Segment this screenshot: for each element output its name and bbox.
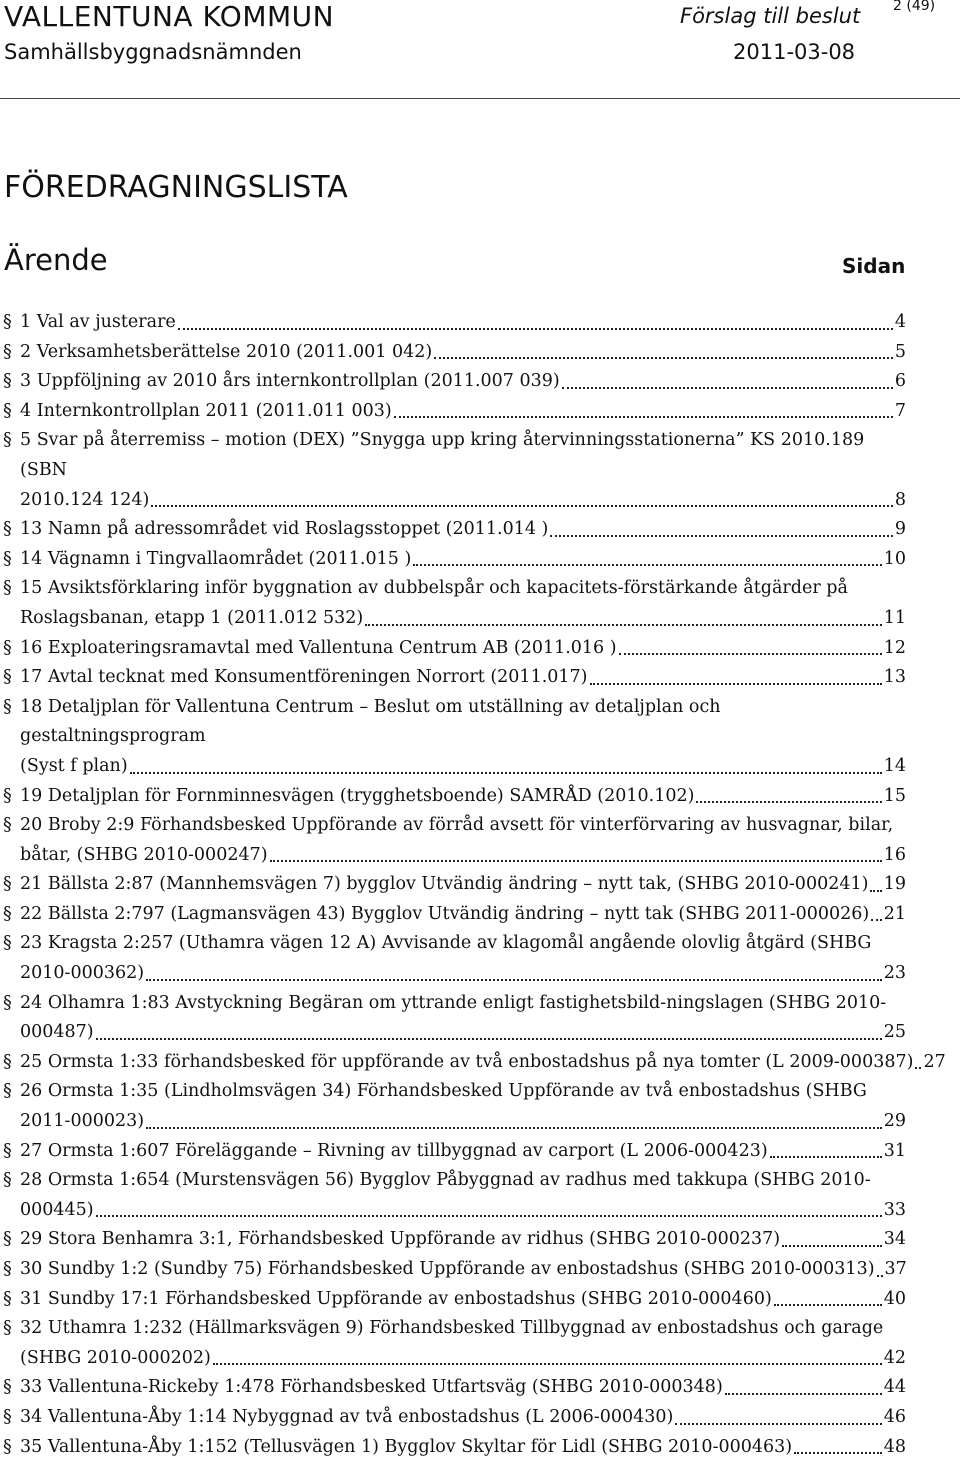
agenda-item-text: 4 Internkontrollplan 2011 (2011.011 003) [20,400,392,421]
agenda-item[interactable] [0,1077,906,1136]
agenda-item-text: 34 Vallentuna-Åby 1:14 Nybyggnad av två enbostadshus (L 2006-000430) [20,1406,674,1427]
section-mark-icon: § [3,667,12,688]
agenda-item-page: 5 [894,341,906,362]
agenda-item[interactable] [0,811,906,870]
agenda-item-text: (Syst f plan) [20,755,128,776]
agenda-item-text: 3 Uppföljning av 2010 års internkontrollplan (2011.007 039) [20,371,560,392]
dot-leader [871,900,881,922]
agenda-item[interactable] [0,1373,906,1403]
agenda-item-text: 000487) [20,1022,94,1043]
section-mark-icon: § [3,1140,12,1161]
section-mark-icon: § [3,1318,12,1339]
agenda-item-page: 23 [883,963,906,984]
dot-leader [590,663,882,685]
agenda-item-page: 6 [894,371,906,392]
agenda-item-page: 11 [883,607,906,628]
agenda-item-page: 34 [883,1229,906,1250]
dot-leader [151,486,893,508]
agenda-item-text: 20 Broby 2:9 Förhandsbesked Uppförande av förråd avsett för vinterförvaring av husvagnar, bilar, [20,815,894,836]
agenda-item-text: 30 Sundby 1:2 (Sundby 75) Förhandsbesked Uppförande av enbostadshus (SHBG 2010-000313) [20,1259,875,1279]
agenda-item-page: 15 [883,785,906,806]
agenda-item-text: 32 Uthamra 1:232 (Hällmarksvägen 9) Förhandsbesked Tillbyggnad av enbostadshus och garage [20,1318,884,1339]
agenda-item-text: 26 Ormsta 1:35 (Lindholmsvägen 34) Förhandsbesked Uppförande av två enbostadshus (SHBG [20,1081,867,1102]
agenda-item-text: 21 Bällsta 2:87 (Mannhemsvägen 7) bygglov Utvändig ändring – nytt tak, (SHBG 2010-000241) [20,874,869,895]
dot-leader [562,367,893,389]
agenda-item-text: (SHBG 2010-000202) [20,1347,211,1368]
agenda-item-text: 2010.124 124) [20,489,150,510]
section-mark-icon: § [3,903,12,924]
agenda-item-text: 33 Vallentuna-Rickeby 1:478 Förhandsbesked Utfartsväg (SHBG 2010-000348) [20,1377,723,1398]
agenda-item[interactable] [0,1255,906,1285]
dot-leader [96,1196,882,1218]
agenda-item-page: 48 [883,1436,906,1457]
section-mark-icon: § [3,1229,12,1250]
agenda-item-page: 10 [883,548,906,569]
agenda-item-text: 18 Detaljplan för Vallentuna Centrum – Beslut om utställning av detaljplan och gestaltningsprogram [20,696,727,747]
section-mark-icon: § [3,1051,12,1072]
agenda-item[interactable] [0,1285,906,1315]
dot-leader [365,604,881,626]
agenda-item[interactable] [0,426,906,515]
dot-leader [394,397,893,419]
agenda-item[interactable] [0,870,906,900]
agenda-item-page: 4 [894,312,906,332]
section-mark-icon: § [3,430,12,451]
agenda-item-text: 2 Verksamhetsberättelse 2010 (2011.001 042) [20,341,433,362]
agenda-item-text: 24 Olhamra 1:83 Avstyckning Begäran om yttrande enligt fastighetsbild-ningslagen (SHBG 2010- [20,992,887,1013]
section-mark-icon: § [3,371,12,392]
dot-leader [213,1344,882,1366]
agenda-item[interactable] [0,1048,946,1078]
agenda-item-page: 27 [923,1051,946,1072]
agenda-item-page: 9 [894,519,906,540]
document-title: FÖREDRAGNINGSLISTA [4,170,348,205]
section-mark-icon: § [3,1259,12,1279]
document-type: Förslag till beslut [680,4,861,28]
dot-leader [794,1433,882,1455]
page-header [0,0,960,99]
section-mark-icon: § [3,312,12,332]
department-name: Samhällsbyggnadsnämnden [4,40,302,64]
agenda-item-text: 22 Bällsta 2:797 (Lagmansvägen 43) Bygglov Utvändig ändring – nytt tak (SHBG 2011-000026) [20,903,870,924]
agenda-item-text: 16 Exploateringsramavtal med Vallentuna Centrum AB (2011.016 ) [20,637,617,658]
page-number: 2 (49) [893,0,936,14]
dot-leader [675,1403,881,1425]
agenda-item-page: 7 [894,400,906,421]
agenda-item[interactable] [0,1403,906,1433]
section-mark-icon: § [3,519,12,540]
section-mark-icon: § [3,400,12,421]
section-mark-icon: § [3,696,12,717]
agenda-item[interactable] [0,1314,906,1373]
section-mark-icon: § [3,874,12,895]
agenda-item-text: 35 Vallentuna-Åby 1:152 (Tellusvägen 1) Bygglov Skyltar för Lidl (SHBG 2010-000463) [20,1436,793,1457]
agenda-item[interactable] [0,989,906,1048]
section-mark-icon: § [3,785,12,806]
agenda-item-text: 000445) [20,1199,94,1220]
agenda-item[interactable] [0,929,906,988]
agenda-item-page: 40 [883,1288,906,1309]
agenda-item-page: 29 [883,1111,906,1132]
agenda-item-text: båtar, (SHBG 2010-000247) [20,844,268,865]
agenda-item-text: 14 Vägnamn i Tingvallaområdet (2011.015 ) [20,548,412,569]
agenda-item-text: 2011-000023) [20,1111,145,1132]
section-mark-icon: § [3,341,12,362]
agenda-item-text: 2010-000362) [20,963,145,984]
section-mark-icon: § [3,1081,12,1102]
agenda-item-text: 19 Detaljplan för Fornminnesvägen (trygghetsboende) SAMRÅD (2010.102) [20,785,695,806]
dot-leader [725,1373,882,1395]
dot-leader [96,1018,882,1040]
agenda-item[interactable] [0,515,906,545]
agenda-item-text: 28 Ormsta 1:654 (Murstensvägen 56) Bygglov Påbyggnad av radhus med takkupa (SHBG 2010- [20,1170,871,1191]
dot-leader [550,515,892,537]
agenda-item-page: 46 [883,1406,906,1427]
agenda-item-text: 23 Kragsta 2:257 (Uthamra vägen 12 A) Avvisande av klagomål angående olovlig åtgärd (SHBG [20,933,872,954]
agenda-item-page: 19 [883,874,906,895]
dot-leader [130,752,882,774]
section-mark-icon: § [3,815,12,836]
agenda-item-page: 21 [883,903,906,924]
agenda-item[interactable] [0,693,906,782]
agenda-item-text: 5 Svar på återremiss – motion (DEX) ”Snygga upp kring återvinningsstationerna” KS 2010.189 (SBN [20,430,870,480]
document-date: 2011-03-08 [733,40,856,64]
section-mark-icon: § [3,1436,12,1457]
dot-leader [178,308,893,330]
agenda-item-page: 12 [883,637,906,658]
dot-leader [413,545,881,567]
agenda-item-page: 44 [883,1377,906,1398]
section-mark-icon: § [3,637,12,658]
agenda-item-page: 25 [883,1022,906,1043]
agenda-item[interactable] [0,1166,906,1225]
agenda-item-page: 33 [883,1199,906,1220]
dot-leader [870,870,881,892]
dot-leader [696,782,881,804]
dot-leader [915,1048,921,1070]
dot-leader [782,1225,882,1247]
agenda-item-page: 37 [884,1259,907,1279]
section-mark-icon: § [3,1170,12,1191]
section-mark-icon: § [3,1406,12,1427]
dot-leader [146,959,882,981]
agenda-item-page: 8 [894,489,906,510]
agenda-item[interactable] [0,900,906,930]
agenda-item-page: 31 [883,1140,906,1161]
section-mark-icon: § [3,578,12,599]
agenda-list [0,308,946,1462]
column-heading-page: Sidan [842,254,906,278]
agenda-item-text: 27 Ormsta 1:607 Föreläggande – Rivning av tillbyggnad av carport (L 2006-000423) [20,1140,768,1161]
agenda-item[interactable] [0,1433,906,1462]
dot-leader [270,841,882,863]
agenda-item[interactable] [0,663,906,693]
section-mark-icon: § [3,548,12,569]
agenda-item[interactable] [0,1225,906,1255]
dot-leader [434,338,893,360]
organization-name: VALLENTUNA KOMMUN [4,0,335,33]
agenda-item[interactable] [0,367,906,397]
agenda-item-page: 13 [883,667,906,688]
agenda-item-text: Roslagsbanan, etapp 1 (2011.012 532) [20,607,364,628]
agenda-item-page: 16 [883,844,906,865]
agenda-item-text: 29 Stora Benhamra 3:1, Förhandsbesked Uppförande av ridhus (SHBG 2010-000237) [20,1229,781,1250]
agenda-item-text: 31 Sundby 17:1 Förhandsbesked Uppförande av enbostadshus (SHBG 2010-000460) [20,1288,772,1309]
agenda-item-text: 25 Ormsta 1:33 förhandsbesked för uppförande av två enbostadshus på nya tomter (L 2009-000387) [20,1051,914,1072]
agenda-item[interactable] [0,338,906,368]
dot-leader [619,634,882,656]
agenda-item[interactable] [0,545,906,575]
agenda-item-page: 14 [883,755,906,776]
dot-leader [774,1285,882,1307]
agenda-item[interactable] [0,1137,906,1167]
agenda-item-text: 15 Avsiktsförklaring inför byggnation av dubbelspår och kapacitets-förstärkande åtgärder på [20,578,848,599]
agenda-item[interactable] [0,397,906,427]
agenda-item[interactable] [0,782,906,812]
agenda-item[interactable] [0,634,906,664]
agenda-item[interactable] [0,574,906,633]
dot-leader [770,1137,882,1159]
dot-leader [146,1107,882,1129]
section-mark-icon: § [3,992,12,1013]
section-mark-icon: § [3,1288,12,1309]
agenda-item-page: 42 [883,1347,906,1368]
agenda-item-text: 13 Namn på adressområdet vid Roslagsstoppet (2011.014 ) [20,519,549,540]
agenda-item-text: 1 Val av justerare [20,312,176,332]
dot-leader [877,1255,883,1277]
agenda-item-text: 17 Avtal tecknat med Konsumentföreningen Norrort (2011.017) [20,667,588,688]
section-mark-icon: § [3,1377,12,1398]
agenda-item[interactable] [0,308,906,338]
column-heading-item: Ärende [4,243,108,277]
section-mark-icon: § [3,933,12,954]
